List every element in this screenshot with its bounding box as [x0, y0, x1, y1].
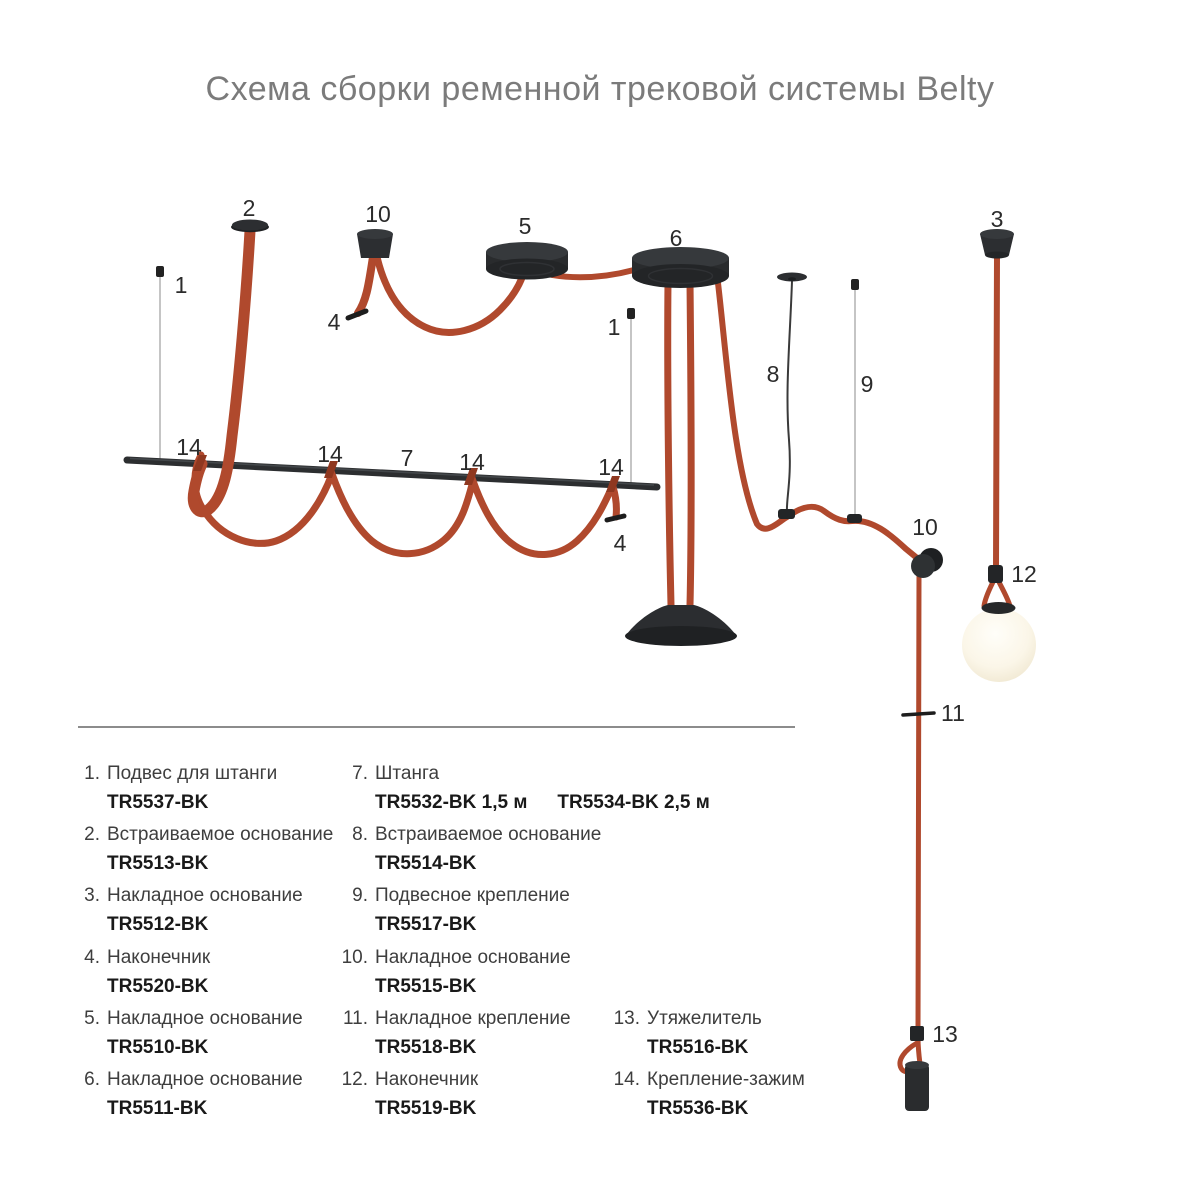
legend-code: TR5519-BK	[375, 1098, 477, 1119]
legend-name: Утяжелитель	[647, 1008, 762, 1029]
part-label-2: 2	[242, 195, 256, 221]
legend-name: Встраиваемое основание	[375, 824, 602, 845]
legend-item-14	[598, 1069, 805, 1120]
legend-item-9	[330, 885, 570, 936]
globe-cap	[982, 602, 1016, 614]
legend-item-10	[330, 947, 571, 998]
globe-lamp	[962, 608, 1036, 682]
legend-num: 10.	[341, 947, 368, 968]
legend-name: Накладное основание	[375, 947, 571, 968]
part-label-14c: 14	[459, 449, 485, 475]
surface-base-6-bottom	[632, 264, 729, 288]
rod-suspension-connector	[156, 266, 164, 277]
legend-code: TR5520-BK	[107, 976, 209, 997]
legend-num: 5.	[84, 1008, 100, 1029]
belt-strand	[358, 257, 373, 313]
legend-item-7	[330, 763, 710, 814]
rod-7-highlight	[130, 458, 654, 485]
legend-code: TR5536-BK	[647, 1098, 749, 1119]
legend-item-13	[598, 1008, 762, 1059]
legend-item-8	[330, 824, 601, 875]
legend-num: 7.	[352, 763, 368, 784]
legend-item-2	[70, 824, 333, 875]
page-title: Схема сборки ременной трековой системы Belty	[205, 70, 995, 108]
belt-vertical-drop	[918, 574, 919, 1032]
legend-name: Подвесное крепление	[375, 885, 570, 906]
legend-item-12	[330, 1069, 478, 1120]
legend-divider	[78, 726, 795, 728]
legend-code: TR5513-BK	[107, 853, 209, 874]
legend-name: Накладное крепление	[375, 1008, 571, 1029]
legend-code: TR5537-BK	[107, 792, 209, 813]
recessed-base-2	[232, 220, 268, 231]
legend-num: 1.	[84, 763, 100, 784]
part-label-12: 12	[1011, 561, 1037, 587]
part-label-4: 4	[327, 309, 341, 335]
legend-name: Накладное основание	[107, 1069, 303, 1090]
cone-shade-base	[625, 626, 737, 646]
legend-num: 4.	[84, 947, 100, 968]
end-tip-4	[607, 516, 624, 520]
part-label-13: 13	[932, 1021, 958, 1047]
legend-num: 13.	[613, 1008, 640, 1029]
belt-wire-clamp	[847, 514, 862, 523]
legend-name: Встраиваемое основание	[107, 824, 334, 845]
part-label-6: 6	[669, 225, 683, 251]
legend-code: TR5532-BK 1,5 м TR5534-BK 2,5 м	[375, 792, 710, 813]
legend-item-4	[70, 947, 210, 998]
legend-name: Накладное основание	[107, 1008, 303, 1029]
part-label-10: 10	[365, 201, 391, 227]
part-label-1b: 1	[607, 314, 621, 340]
legend-item-11	[330, 1008, 571, 1059]
rod-suspension-connector	[627, 308, 635, 319]
legend-code: TR5512-BK	[107, 914, 209, 935]
pendant-mount-9-connector	[851, 279, 859, 290]
part-label-14b: 14	[317, 441, 343, 467]
part-label-14d: 14	[598, 454, 624, 480]
legend-num: 9.	[352, 885, 368, 906]
belt-from-base-3	[996, 256, 997, 570]
legend-code: TR5510-BK	[107, 1037, 209, 1058]
legend-item-6	[70, 1069, 303, 1120]
legend-name: Подвес для штанги	[107, 763, 278, 784]
part-label-8: 8	[766, 361, 780, 387]
legend-num: 14.	[613, 1069, 640, 1090]
legend-name: Накладное основание	[107, 885, 303, 906]
part-label-9: 9	[860, 371, 874, 397]
legend-name: Наконечник	[375, 1069, 479, 1090]
legend-code: TR5516-BK	[647, 1037, 749, 1058]
end-tip-12	[988, 565, 1003, 583]
weight-13-body	[905, 1064, 929, 1111]
surface-base-10-side	[911, 554, 935, 578]
belt-sweep-right	[718, 283, 917, 558]
recessed-base-8-wire	[787, 281, 792, 512]
belt-from-base-2	[193, 231, 250, 512]
legend-num: 6.	[84, 1069, 100, 1090]
surface-base-10-top	[357, 229, 393, 239]
legend-code: TR5511-BK	[107, 1098, 208, 1119]
legend-code: TR5518-BK	[375, 1037, 477, 1058]
belt-into-weight	[918, 1038, 920, 1064]
legend-num: 11.	[342, 1008, 368, 1029]
part-label-5: 5	[518, 213, 532, 239]
legend-num: 2.	[84, 824, 100, 845]
legend-code: TR5515-BK	[375, 976, 477, 997]
surface-base-5-bottom	[486, 259, 568, 280]
legend-num: 3.	[84, 885, 100, 906]
legend-code: TR5514-BK	[375, 853, 477, 874]
surface-base-3-bottom	[985, 252, 1009, 259]
part-label-7: 7	[400, 445, 414, 471]
legend-name: Крепление-зажим	[647, 1069, 805, 1090]
end-tip-4	[348, 311, 366, 318]
legend-num: 8.	[352, 824, 368, 845]
legend-item-3	[70, 885, 303, 936]
legend-item-1	[70, 763, 277, 814]
legend-item-5	[70, 1008, 303, 1059]
belt-to-shade	[690, 282, 691, 605]
recessed-base-8-nub	[788, 277, 796, 281]
part-label-10b: 10	[912, 514, 938, 540]
part-label-4b: 4	[613, 530, 627, 556]
legend-name: Штанга	[375, 763, 440, 784]
belt-wire-clamp	[778, 509, 795, 519]
legend-num: 12.	[341, 1069, 368, 1090]
part-label-3: 3	[990, 206, 1004, 232]
legend-code: TR5517-BK	[375, 914, 477, 935]
part-label-14a: 14	[176, 434, 202, 460]
legend-name: Наконечник	[107, 947, 211, 968]
belt-to-shade	[668, 282, 671, 605]
surface-clamp-11	[903, 713, 934, 715]
part-label-11: 11	[941, 700, 965, 726]
weight-13-top	[905, 1061, 929, 1069]
part-label-1: 1	[174, 272, 188, 298]
belt-globe-strap	[984, 582, 993, 606]
weight-clamp	[910, 1026, 924, 1041]
